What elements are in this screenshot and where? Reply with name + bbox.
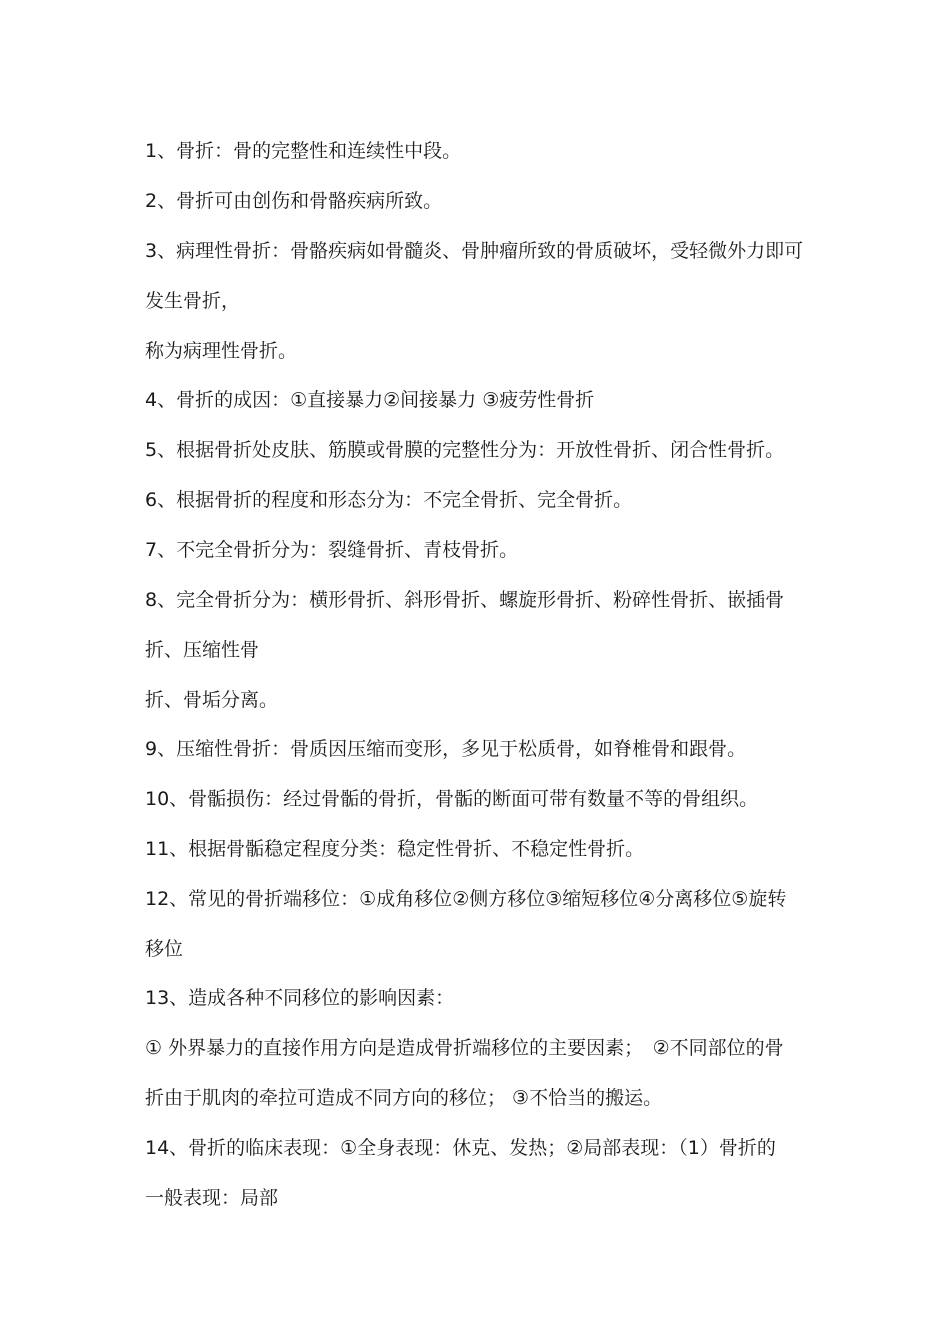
text-line-15: 11、根据骨骺稳定程度分类：稳定性骨折、不稳定性骨折。 [145, 838, 645, 860]
text-line-12: 折、骨垢分离。 [145, 689, 279, 711]
text-line-19: ① 外界暴力的直接作用方向是造成骨折端移位的主要因素； ②不同部位的骨 [145, 1037, 784, 1059]
text-line-7: 5、根据骨折处皮肤、筋膜或骨膜的完整性分为：开放性骨折、闭合性骨折。 [145, 439, 785, 461]
text-line-3: 3、病理性骨折：骨骼疾病如骨髓炎、骨肿瘤所致的骨质破坏，受轻微外力即可 [145, 240, 804, 262]
text-line-22: 一般表现：局部 [145, 1187, 279, 1209]
text-line-5: 称为病理性骨折。 [145, 340, 298, 362]
text-line-8: 6、根据骨折的程度和形态分为：不完全骨折、完全骨折。 [145, 489, 633, 511]
text-line-21: 14、骨折的临床表现：①全身表现：休克、发热；②局部表现：（1）骨折的 [145, 1137, 776, 1159]
text-line-20: 折由于肌肉的牵拉可造成不同方向的移位； ③不恰当的搬运。 [145, 1087, 663, 1109]
text-line-16: 12、常见的骨折端移位：①成角移位②侧方移位③缩短移位④分离移位⑤旋转 [145, 888, 787, 910]
text-line-1: 1、骨折：骨的完整性和连续性中段。 [145, 140, 462, 162]
text-line-11: 折、压缩性骨 [145, 639, 260, 661]
text-line-13: 9、压缩性骨折：骨质因压缩而变形，多见于松质骨，如脊椎骨和跟骨。 [145, 738, 747, 760]
text-line-9: 7、不完全骨折分为：裂缝骨折、青枝骨折。 [145, 539, 519, 561]
text-line-18: 13、造成各种不同移位的影响因素： [145, 987, 455, 1009]
text-line-2: 2、骨折可由创伤和骨骼疾病所致。 [145, 190, 443, 212]
text-line-17: 移位 [145, 938, 184, 960]
text-line-6: 4、骨折的成因：①直接暴力②间接暴力 ③疲劳性骨折 [145, 389, 595, 411]
text-line-14: 10、骨骺损伤：经过骨骺的骨折，骨骺的断面可带有数量不等的骨组织。 [145, 788, 759, 810]
text-line-10: 8、完全骨折分为：横形骨折、斜形骨折、螺旋形骨折、粉碎性骨折、嵌插骨 [145, 589, 785, 611]
text-line-4: 发生骨折， [145, 290, 241, 312]
